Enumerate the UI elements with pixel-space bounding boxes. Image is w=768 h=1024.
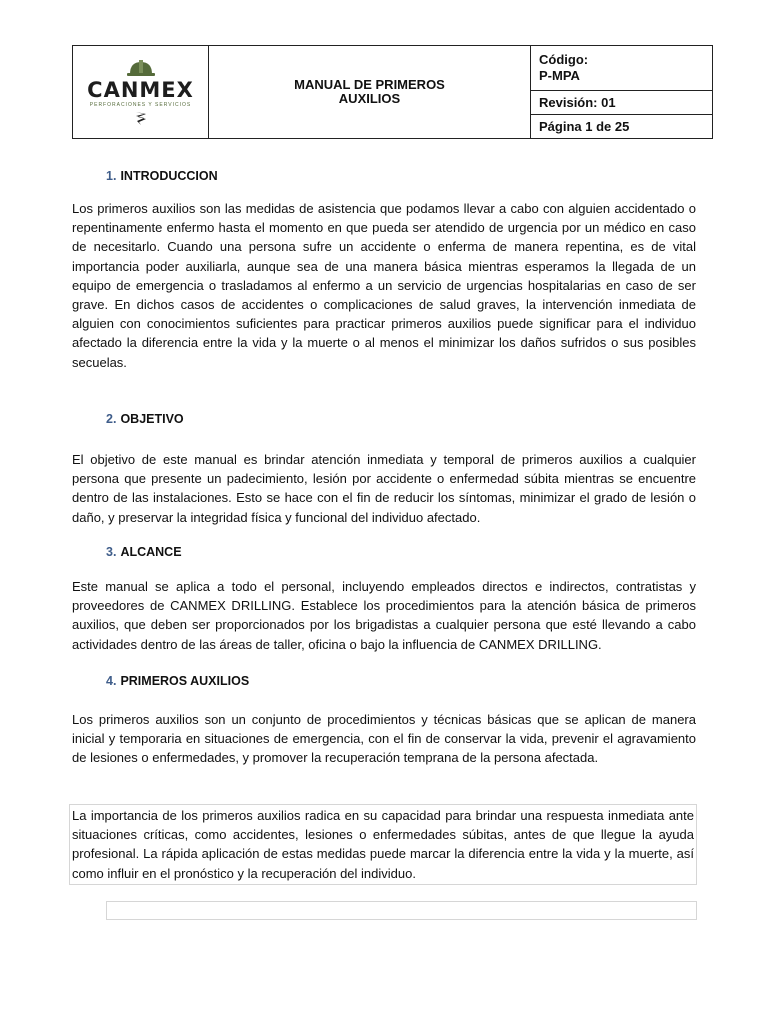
section-heading-introduccion xyxy=(106,169,218,183)
drill-bit-icon xyxy=(135,111,147,125)
code-label: Código: xyxy=(539,52,589,67)
revision: Revisión: 01 xyxy=(539,95,616,110)
document-header xyxy=(72,45,713,139)
document-meta xyxy=(531,46,712,138)
section-title: OBJETIVO xyxy=(120,412,184,426)
code-value: P-MPA xyxy=(539,68,580,83)
logo-name: CANMEX xyxy=(87,78,194,102)
section-heading-alcance xyxy=(106,545,182,559)
empty-text-box xyxy=(106,901,697,920)
logo-subtitle: PERFORACIONES Y SERVICIOS xyxy=(89,102,192,108)
document-title: MANUAL DE PRIMEROS AUXILIOS xyxy=(294,77,445,106)
paragraph-primeros-auxilios-2: La importancia de los primeros auxilios radica en su capacidad para brindar una respuesta inmediata ante situaciones críticas, como accidentes, lesiones o enfermedades súbitas, antes de que llegue la ayuda profesional. La rápida aplicación de estas medidas puede marcar la diferencia entre la vida y la muerte, así como influir en el pronóstico y la recuperación del individuo. xyxy=(69,804,697,885)
section-heading-objetivo xyxy=(106,412,184,426)
document-title-cell xyxy=(209,46,531,138)
section-number: 4. xyxy=(106,674,117,688)
paragraph-primeros-auxilios-1: Los primeros auxilios son un conjunto de procedimientos y técnicas básicas que se aplican de manera inicial y temporaria en situaciones de emergencia, con el fin de conservar la vida, prevenir el agravamiento de lesiones o enfermedades, y promover la recuperación temprana de la persona afectada. xyxy=(72,712,696,766)
section-number: 1. xyxy=(106,169,117,183)
paragraph-introduccion: Los primeros auxilios son las medidas de asistencia que podamos llevar a cabo con alguien accidentado o repentinamente enfermo hasta el momento en que pueda ser atendido de urgencia por un médico en caso de necesitarlo. Cuando una persona sufre un accidente o enferma de manera repentina, es de vital importancia poder auxiliarla, aunque sea de una manera básica mientras esperamos la llegada de un equipo de emergencia o trasladamos al enfermo a un servicio de urgencias hospitalarias en caso de ser grave. En dichos casos de accidentes o complicaciones de salud graves, la intervención inmediata de alguien con conocimientos suficientes para practicar primeros auxilios puede significar para el individuo afectado la diferencia entre la vida y la muerte o al menos el minimizar los daños sufridos o sus posibles secuelas. xyxy=(72,201,696,370)
logo xyxy=(73,46,209,138)
section-title: PRIMEROS AUXILIOS xyxy=(120,674,250,688)
section-heading-primeros-auxilios xyxy=(106,674,249,688)
page-number: Página 1 de 25 xyxy=(539,119,630,134)
section-number: 2. xyxy=(106,412,117,426)
paragraph-alcance: Este manual se aplica a todo el personal, incluyendo empleados directos e indirectos, contratistas y proveedores de CANMEX DRILLING. Establece los procedimientos para la atención básica de primeros auxilios, que deben ser proporcionados por los brigadistas a cualquier persona que esté llevando a cabo actividades dentro de las áreas de taller, oficina o bajo la influencia de CANMEX DRILLING. xyxy=(72,579,696,652)
section-number: 3. xyxy=(106,545,117,559)
section-title: INTRODUCCION xyxy=(120,169,218,183)
section-title: ALCANCE xyxy=(120,545,182,559)
revision-row xyxy=(531,91,712,115)
hardhat-icon xyxy=(126,59,156,77)
page-row xyxy=(531,115,712,138)
paragraph-objetivo: El objetivo de este manual es brindar atención inmediata y temporal de primeros auxilios a cualquier persona que presente un padecimiento, lesión por accidente o enfermedad súbita mientras se encuentre dentro de las instalaciones. Esto se hace con el fin de reducir los síntomas, minimizar el grado de lesión o daño, y preservar la integridad física y funcional del individuo afectado. xyxy=(72,452,696,525)
code-row xyxy=(531,46,712,91)
